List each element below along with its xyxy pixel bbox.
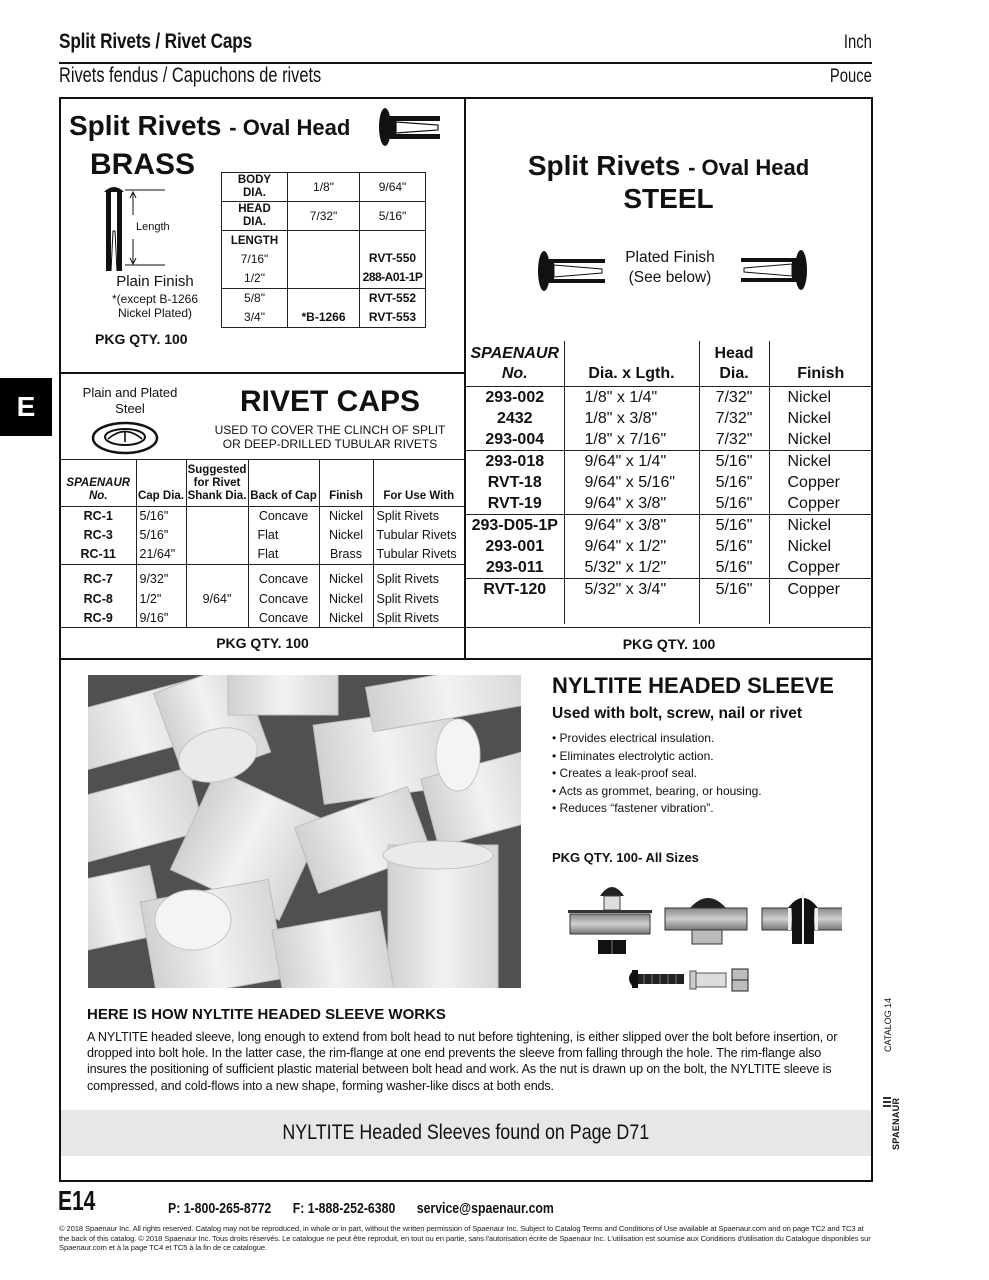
- table-row: 293-018 9/64" x 1/4" 5/16" Nickel: [466, 450, 872, 472]
- page-reference-banner[interactable]: [61, 1110, 871, 1156]
- split-rivet-icon: [376, 106, 442, 148]
- steel-pkg-qty: PKG QTY. 100: [622, 636, 716, 652]
- caps-title: RIVET CAPS: [239, 385, 421, 418]
- brass-size-table: [221, 172, 426, 328]
- body-dia-row: BODY DIA. 1/8" 9/64": [222, 173, 426, 202]
- unit-label-fr: Pouce: [829, 66, 872, 87]
- length-label: Length: [136, 221, 170, 233]
- table-row: RVT-19 9/64" x 3/8" 5/16" Copper: [466, 493, 872, 515]
- brass-divider: [59, 372, 466, 374]
- legal-notice: © 2018 Spaenaur Inc. All rights reserved. Catalog may not be reproduced, in whole or in part, without the written permission of Spaenaur Inc. Subject to Catalog Terms and Conditions of Use available at Spaenaur.com and on page TC2 and TC3 at the back of this catalog. © 2018 Spaenaur Inc. Tous droits réservés. Le catalogue ne peut être reproduit, en tout ou en partie, sans l'autorisation écrite de Spaenaur Inc. L'utilisation est soumise aux Conditions d'utilisation du Catalogue disponibles sur Spaenaur.com et à la page TC4 et TC5 à la fin de ce catalogue.: [59, 1224, 871, 1253]
- caps-description: USED TO COVER THE CLINCH OF SPLIT OR DEEP-DRILLED TUBULAR RIVETS: [214, 423, 446, 451]
- table-row: RC-3 5/16" Flat Nickel Tubular Rivets: [61, 526, 464, 545]
- split-rivet-right-icon: [740, 247, 810, 293]
- table-row: 293-001 9/64" x 1/2" 5/16" Nickel: [466, 536, 872, 557]
- steel-title: Split Rivets - Oval Head: [527, 150, 810, 181]
- table-row: RC-7 9/32" Concave Nickel Split Rivets: [61, 564, 464, 590]
- brand-label: SPAENAUR: [891, 1097, 901, 1150]
- phone-number[interactable]: P: 1-800-265-8772: [168, 1200, 272, 1217]
- unit-label: Inch: [843, 32, 872, 53]
- table-filler-row: [466, 600, 872, 624]
- bolt-sleeve-nut-exploded-icon: [629, 969, 748, 991]
- bolt-through-plate-icon: [568, 887, 652, 954]
- how-it-works-title: HERE IS HOW NYLTITE HEADED SLEEVE WORKS: [87, 1006, 446, 1023]
- length-row-group-2: 5/8" 3/4" *B-1266 RVT-552 RVT-553: [222, 289, 426, 328]
- fax-number: F: 1-888-252-6380: [292, 1200, 396, 1217]
- brass-pkg-qty: PKG QTY. 100: [95, 331, 188, 347]
- contact-info: [168, 1200, 572, 1217]
- nyltite-features-list: [552, 730, 762, 818]
- table-row: RVT-18 9/64" x 5/16" 5/16" Copper: [466, 472, 872, 493]
- steel-finish: Plated Finish (See below): [625, 249, 715, 286]
- catalog-label: CATALOG 14: [883, 997, 893, 1052]
- email-link[interactable]: service@spaenaur.com: [416, 1200, 554, 1217]
- list-item: • Acts as grommet, bearing, or housing.: [552, 783, 762, 798]
- table-row: RC-9 9/16" Concave Nickel Split Rivets: [61, 609, 464, 628]
- page-number: E14: [58, 1185, 96, 1216]
- screw-with-sleeve-icon: [665, 898, 747, 944]
- length-row-group-1: LENGTH 7/16" 1/2" RVT-550 288-A01-1P: [222, 231, 426, 289]
- table-row: 293-004 1/8" x 7/16" 7/32" Nickel: [466, 429, 872, 451]
- nyltite-subtitle: Used with bolt, screw, nail or rivet: [552, 705, 803, 722]
- table-row: RC-11 21/64" Flat Brass Tubular Rivets: [61, 545, 464, 565]
- page-title: Split Rivets / Rivet Caps: [59, 30, 253, 53]
- steel-pkg-divider: [466, 627, 872, 628]
- caps-pkg-qty: PKG QTY. 100: [216, 635, 309, 651]
- list-item: • Creates a leak-proof seal.: [552, 766, 697, 780]
- table-row: RVT-120 5/32" x 3/4" 5/16" Copper: [466, 578, 872, 600]
- nyltite-title: NYLTITE HEADED SLEEVE: [552, 673, 834, 698]
- steel-material: STEEL: [623, 183, 714, 214]
- table-row: 293-D05-1P 9/64" x 3/8" 5/16" Nickel: [466, 514, 872, 536]
- how-it-works-body: A NYLTITE headed sleeve, long enough to extend from bolt head to nut before tightening, is either slipped over the bolt before insertion, or dropped into bolt hole. In the latter case, the rim-flange at one end prevents the sleeve from falling through the hole. The rim-flange also insures the positioning of sufficient plastic material between bolt head and work. As the nut is drawn up on the bolt, the NYLTITE sleeve is compressed, and cold-flows into a new shape, forming washer-like discs at both ends.: [87, 1030, 838, 1093]
- caps-material: Plain and Plated Steel: [82, 385, 178, 416]
- head-dia-row: HEAD DIA. 7/32" 5/16": [222, 202, 426, 231]
- list-item: • Reduces “fastener vibration”.: [552, 801, 714, 815]
- nyltite-pkg-qty: PKG QTY. 100- All Sizes: [552, 850, 699, 865]
- table-header: SPAENAUR No. Dia. x Lgth. Head Dia. Finish: [466, 341, 872, 386]
- table-row: RC-8 1/2" 9/64" Concave Nickel Split Rivets: [61, 590, 464, 609]
- page-subtitle-fr: Rivets fendus / Capuchons de rivets: [59, 64, 322, 87]
- list-item: • Provides electrical insulation.: [552, 731, 715, 745]
- spaenaur-logo-icon: [883, 1094, 891, 1104]
- rivet-caps-table: [61, 460, 464, 628]
- table-row: 2432 1/8" x 3/8" 7/32" Nickel: [466, 408, 872, 429]
- list-item: • Eliminates electrolytic action.: [552, 748, 714, 763]
- table-header: SPAENAUR No. Cap Dia. Suggested for Rivet Shank Dia. Back of Cap Finish For Use With: [61, 460, 464, 506]
- steel-rivet-table: [466, 341, 872, 624]
- table-row: RC-1 5/16" Concave Nickel Split Rivets: [61, 506, 464, 526]
- brass-finish: Plain Finish: [116, 273, 194, 290]
- table-row: 293-002 1/8" x 1/4" 7/32" Nickel: [466, 386, 872, 408]
- brass-title: Split Rivets - Oval Head: [69, 110, 351, 141]
- split-rivet-left-icon: [536, 248, 606, 294]
- slotted-screw-section-icon: [762, 892, 842, 944]
- section-tab[interactable]: E: [0, 378, 52, 436]
- table-row: 293-011 5/32" x 1/2" 5/16" Copper: [466, 557, 872, 579]
- brass-finish-note: *(except B-1266 Nickel Plated): [111, 292, 199, 320]
- nyltite-sleeves-photo: [88, 675, 521, 988]
- nyltite-usage-diagrams: [552, 878, 842, 998]
- brass-material: BRASS: [90, 148, 196, 181]
- rivet-cap-icon: [90, 420, 160, 456]
- page-reference-text[interactable]: NYLTITE Headed Sleeves found on Page D71: [282, 1121, 650, 1144]
- upper-section-divider: [59, 658, 873, 660]
